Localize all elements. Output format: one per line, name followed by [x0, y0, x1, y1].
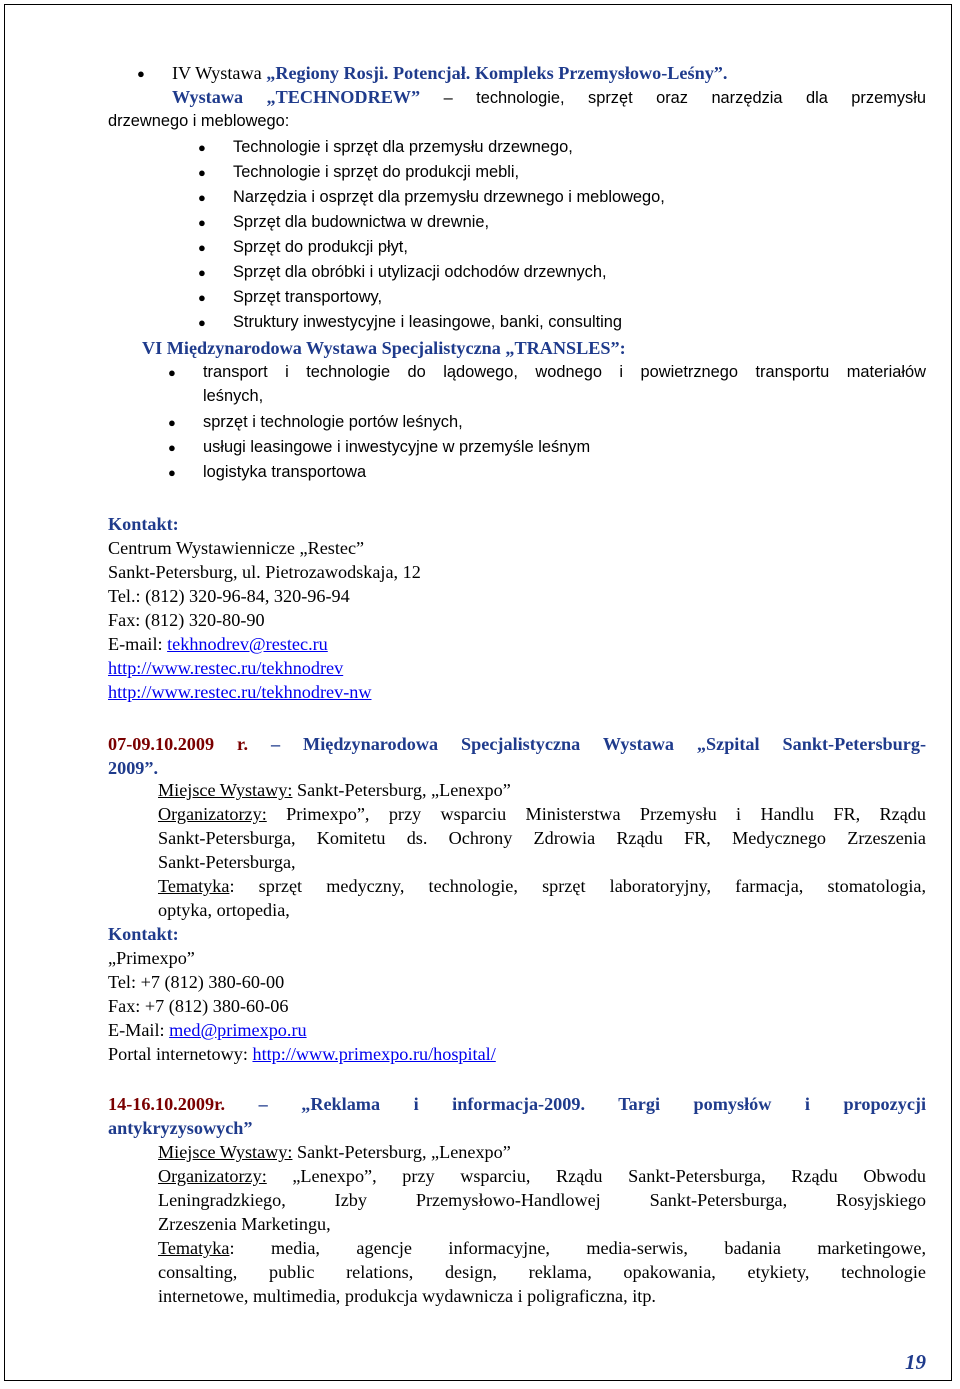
- event-organizers-cont: Sankt-Petersburga, Komitetu ds. Ochrony Zdrowia Rządu FR, Medycznego Zrzeszenia: [158, 828, 926, 848]
- expo-iv-title: IV Wystawa „Regiony Rosji. Potencjał. Kompleks Przemysłowo-Leśny”.: [172, 63, 728, 83]
- event-title-cont: antykryzysowych”: [108, 1118, 253, 1138]
- list-item: Sprzęt dla budownictwa w drewnie,: [233, 213, 490, 231]
- contact-org: „Primexpo”: [108, 948, 195, 968]
- technodrew-header-cont: drzewnego i meblowego:: [108, 112, 290, 130]
- contact-org: Centrum Wystawiennicze „Restec”: [108, 538, 365, 558]
- event-title: 14-16.10.2009r. – „Reklama i informacja-2009. Targi pomysłów i propozycji: [108, 1094, 927, 1114]
- list-item: transport i technologie do lądowego, wodnego i powietrznego transportu materiałów: [203, 363, 926, 381]
- bullet-icon: ●: [198, 265, 206, 280]
- list-item: Sprzęt dla obróbki i utylizacji odchodów drzewnych,: [233, 263, 607, 281]
- event-topics: Tematyka: sprzęt medyczny, technologie, sprzęt laboratoryjny, farmacja, stomatologia,: [158, 876, 926, 896]
- event-title-cont: 2009”.: [108, 758, 159, 778]
- email-link[interactable]: med@primexpo.ru: [169, 1020, 307, 1040]
- event-venue: Miejsce Wystawy: Sankt-Petersburg, „Lenexpo”: [158, 780, 511, 800]
- event-organizers-cont: Zrzeszenia Marketingu,: [158, 1214, 331, 1234]
- contact-tel: Tel.: (812) 320-96-84, 320-96-94: [108, 586, 350, 606]
- list-item: Sprzęt transportowy,: [233, 288, 383, 306]
- contact-url-row: [108, 681, 371, 703]
- contact-label: Kontakt:: [108, 924, 179, 944]
- website-link[interactable]: http://www.restec.ru/tekhnodrev: [108, 658, 344, 678]
- contact-email: E-mail: tekhnodrev@restec.ru: [108, 634, 328, 654]
- contact-url-row: [108, 657, 343, 679]
- bullet-icon: ●: [168, 465, 176, 480]
- website-link[interactable]: http://www.restec.ru/tekhnodrev-nw: [108, 682, 372, 702]
- event-topics: Tematyka: media, agencje informacyjne, media-serwis, badania marketingowe,: [158, 1238, 926, 1258]
- list-item: Technologie i sprzęt dla przemysłu drzewnego,: [233, 138, 573, 156]
- event-date: 07-09.10.2009 r.: [108, 734, 271, 754]
- bullet-icon: ●: [198, 190, 206, 205]
- bullet-icon: ●: [137, 66, 145, 81]
- bullet-icon: ●: [198, 165, 206, 180]
- event-date: 14-16.10.2009r.: [108, 1094, 226, 1114]
- event-organizers: Organizatorzy: Primexpo”, przy wsparciu Ministerstwa Przemysłu i Handlu FR, Rządu: [158, 804, 926, 824]
- event-organizers: Organizatorzy: „Lenexpo”, przy wsparciu, Rządu Sankt-Petersburga, Rządu Obwodu: [158, 1166, 926, 1186]
- contact-label: Kontakt:: [108, 514, 179, 534]
- contact-email: E-Mail: med@primexpo.ru: [108, 1020, 307, 1040]
- contact-tel: Tel: +7 (812) 380-60-00: [108, 972, 285, 992]
- bullet-icon: ●: [198, 215, 206, 230]
- list-item: Struktury inwestycyjne i leasingowe, banki, consulting: [233, 313, 623, 331]
- contact-fax: Fax: (812) 320-80-90: [108, 610, 265, 630]
- event-topics-cont: optyka, ortopedia,: [158, 900, 290, 920]
- bullet-icon: ●: [198, 140, 206, 155]
- list-item: usługi leasingowe i inwestycyjne w przemyśle leśnym: [203, 438, 591, 456]
- contact-address: Sankt-Petersburg, ul. Pietrozawodskaja, 12: [108, 562, 421, 582]
- bullet-icon: ●: [168, 365, 176, 380]
- page-number: 19: [905, 1350, 926, 1374]
- event-venue: Miejsce Wystawy: Sankt-Petersburg, „Lenexpo”: [158, 1142, 511, 1162]
- contact-fax: Fax: +7 (812) 380-60-06: [108, 996, 289, 1016]
- list-item: sprzęt i technologie portów leśnych,: [203, 413, 463, 431]
- bullet-icon: ●: [198, 240, 206, 255]
- transles-header: VI Międzynarodowa Wystawa Specjalistyczna „TRANSLES”:: [142, 338, 626, 358]
- list-item: logistyka transportowa: [203, 463, 367, 481]
- bullet-icon: ●: [198, 290, 206, 305]
- bullet-icon: ●: [168, 415, 176, 430]
- list-item-cont: leśnych,: [203, 387, 264, 405]
- event-title: 07-09.10.2009 r. – Międzynarodowa Specjalistyczna Wystawa „Szpital Sankt-Petersburg-: [108, 734, 926, 754]
- technodrew-header: Wystawa „TECHNODREW” – technologie, sprzęt oraz narzędzia dla przemysłu: [172, 87, 926, 107]
- event-organizers-cont: Sankt-Petersburga,: [158, 852, 296, 872]
- event-topics-cont: internetowe, multimedia, produkcja wydawnicza i poligraficzna, itp.: [158, 1286, 656, 1306]
- email-link[interactable]: tekhnodrev@restec.ru: [167, 634, 328, 654]
- bullet-icon: ●: [198, 315, 206, 330]
- list-item: Technologie i sprzęt do produkcji mebli,: [233, 163, 520, 181]
- list-item: Narzędzia i osprzęt dla przemysłu drzewnego i meblowego,: [233, 188, 665, 206]
- event-organizers-cont: Leningradzkiego, Izby Przemysłowo-Handlowej Sankt-Petersburga, Rosyjskiego: [158, 1190, 926, 1210]
- contact-portal: Portal internetowy: http://www.primexpo.ru/hospital/: [108, 1044, 496, 1064]
- website-link[interactable]: http://www.primexpo.ru/hospital/: [252, 1044, 496, 1064]
- list-item: Sprzęt do produkcji płyt,: [233, 238, 408, 256]
- event-topics-cont: consalting, public relations, design, reklama, opakowania, etykiety, technologie: [158, 1262, 926, 1282]
- bullet-icon: ●: [168, 440, 176, 455]
